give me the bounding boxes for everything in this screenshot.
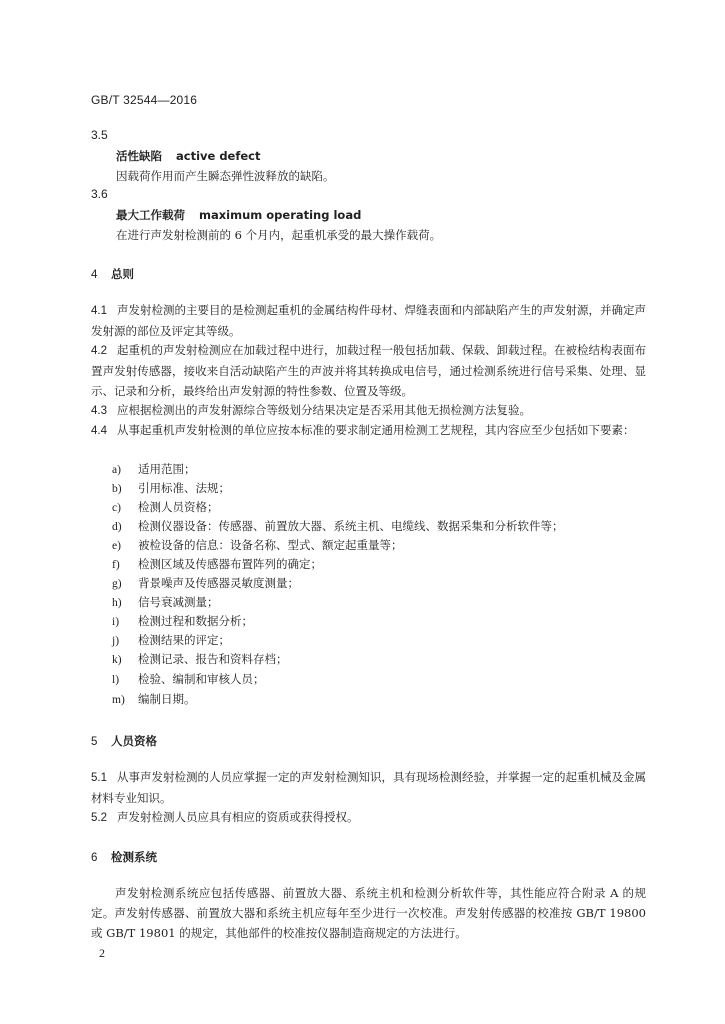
list-item [112, 537, 403, 553]
term-name-zh: 最大工作载荷 [116, 208, 185, 222]
list-item [112, 691, 196, 707]
clause-paragraph [91, 300, 646, 341]
list-item [112, 480, 230, 496]
section-heading [91, 266, 134, 282]
term-name [116, 207, 361, 223]
term-definition: 因载荷作用而产生瞬态弹性波释放的缺陷。 [116, 169, 335, 183]
list-text: 检验、编制和审核人员； [138, 672, 265, 686]
list-item [112, 613, 253, 629]
clause-text: 从事声发射检测的人员应掌握一定的声发射检测知识，具有现场检测经验，并掌握一定的起重机械及金属材料专业知识。 [91, 770, 646, 805]
list-text: 编制日期。 [138, 692, 196, 706]
list-marker: j) [112, 635, 120, 647]
list-text: 适用范围； [138, 462, 196, 476]
list-marker: b) [112, 483, 122, 495]
clause-number: 5.1 [91, 772, 107, 784]
term-name [116, 148, 260, 164]
list-marker: m) [112, 694, 125, 706]
term-name-en: maximum operating load [199, 208, 362, 222]
list-marker: h) [112, 597, 122, 609]
list-marker: l) [112, 674, 120, 686]
section-title: 人员资格 [111, 734, 157, 748]
list-text: 信号衰减测量； [138, 595, 219, 609]
clause-paragraph [91, 420, 646, 441]
section-number: 6 [91, 852, 98, 864]
list-text: 检测记录、报告和资料存档； [138, 652, 288, 666]
list-text: 背景噪声及传感器灵敏度测量； [138, 576, 299, 590]
list-item [112, 499, 219, 515]
list-item [112, 632, 230, 648]
list-text: 检测人员资格； [138, 500, 219, 514]
clause-number: 4.1 [91, 305, 107, 317]
list-text: 检测结果的评定； [138, 633, 230, 647]
list-item [112, 671, 265, 687]
list-marker: k) [112, 654, 122, 666]
list-item [112, 461, 196, 477]
clause-paragraph [91, 807, 646, 828]
section-heading [91, 849, 157, 865]
term-name-zh: 活性缺陷 [116, 149, 162, 163]
list-marker: c) [112, 502, 121, 514]
list-marker: i) [112, 616, 120, 628]
section-heading [91, 733, 157, 749]
section-number: 5 [91, 736, 98, 748]
clause-text: 从事起重机声发射检测的单位应按本标准的要求制定通用检测工艺规程，其内容应至少包括如下要素： [117, 423, 635, 437]
list-marker: d) [112, 521, 122, 533]
list-item [112, 575, 299, 591]
clause-number: 4.3 [91, 405, 107, 417]
clause-number: 4.4 [91, 425, 107, 437]
list-marker: g) [112, 578, 122, 590]
standard-number-header: GB/T 32544—2016 [91, 93, 198, 107]
list-marker: a) [112, 464, 121, 476]
list-marker: e) [112, 540, 121, 552]
clause-paragraph [91, 400, 646, 421]
clause-text: 声发射检测人员应具有相应的资质或获得授权。 [117, 810, 359, 824]
term-definition: 在进行声发射检测前的 6 个月内，起重机承受的最大操作载荷。 [116, 228, 442, 242]
clause-text: 起重机的声发射检测应在加载过程中进行，加载过程一般包括加载、保载、卸载过程。在被检结构表面布置声发射传感器，接收来自活动缺陷产生的声波并将其转换成电信号，通过检测系统进行信号采集、处理、显示、记录和分析，最终给出声发射源的特性参数、位置及等级。 [91, 343, 646, 398]
list-item [112, 556, 322, 572]
clause-text: 声发射检测的主要目的是检测起重机的金属结构件母材、焊缝表面和内部缺陷产生的声发射源，并确定声发射源的部位及评定其等级。 [91, 303, 646, 338]
list-marker: f) [112, 559, 120, 571]
list-item [112, 518, 564, 534]
list-text: 检测区域及传感器布置阵列的确定； [138, 557, 322, 571]
clause-number: 5.2 [91, 812, 107, 824]
term-number: 3.5 [91, 128, 108, 142]
section-paragraph: 声发射检测系统应包括传感器、前置放大器、系统主机和检测分析软件等，其性能应符合附录 A 的规定。声发射传感器、前置放大器和系统主机应每年至少进行一次校准。声发射传感器的校准按 GB/T 19800或 GB/T 19801 的规定，其他部件的校准按仪器制造商规定的方法进行。 [91, 886, 646, 940]
list-text: 引用标准、法规； [138, 481, 230, 495]
clause-number: 4.2 [91, 345, 107, 357]
page-number: 2 [99, 946, 105, 960]
list-text: 检测仪器设备：传感器、前置放大器、系统主机、电缆线、数据采集和分析软件等； [138, 519, 564, 533]
section-title: 检测系统 [111, 850, 157, 864]
section-title: 总则 [111, 267, 134, 281]
list-item [112, 651, 288, 667]
clause-text: 应根据检测出的声发射源综合等级划分结果决定是否采用其他无损检测方法复验。 [117, 403, 531, 417]
section-number: 4 [91, 269, 98, 281]
list-text: 检测过程和数据分析； [138, 614, 253, 628]
term-number: 3.6 [91, 187, 108, 201]
clause-paragraph [91, 340, 646, 401]
clause-paragraph [91, 767, 646, 808]
list-item [112, 594, 219, 610]
term-name-en: active defect [176, 149, 261, 163]
list-text: 被检设备的信息：设备名称、型式、额定起重量等； [138, 538, 403, 552]
